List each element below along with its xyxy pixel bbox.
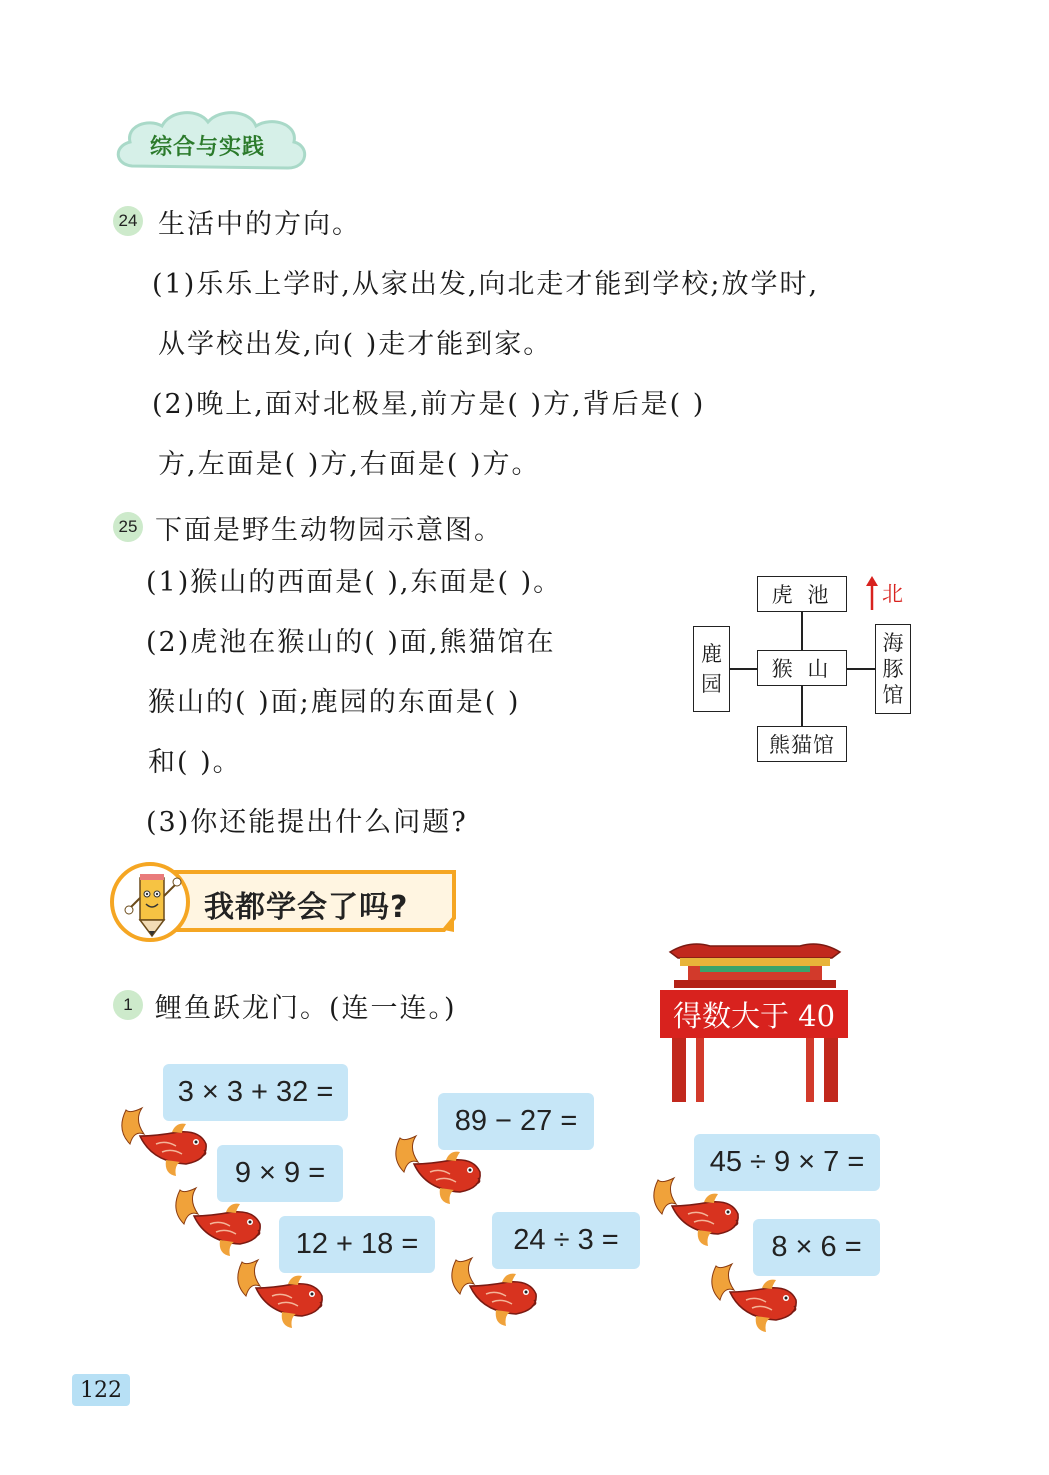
carp-fish-icon [446,1250,541,1330]
carp-fish-icon [170,1180,265,1260]
pencil-mascot-icon [122,868,182,940]
q25-part2-line2: 猴山的( )面;鹿园的东面是( ) [148,687,521,718]
review-question-number-1: 1 [113,990,143,1020]
expression-card[interactable]: 89 − 27 = [438,1093,594,1150]
map-dolphin-char3: 馆 [882,683,904,707]
q25-part3: (3)你还能提出什么问题? [146,807,468,838]
map-deer-park-char1: 鹿 [701,642,722,666]
carp-fish-icon [116,1100,211,1180]
review-title: 我都学会了吗? [204,890,409,925]
map-dolphin-char2: 豚 [882,657,904,681]
q24-part2-line1: (2)晚上,面对北极星,前方是( )方,背后是( ) [152,389,706,420]
map-dolphin-house [875,624,911,714]
q24-part2-line2: 方,左面是( )方,右面是( )方。 [158,449,541,480]
gate-sign: 得数大于 40 [660,990,848,1038]
carp-fish-icon [232,1252,327,1332]
expression-card[interactable]: 12 + 18 = [279,1216,435,1273]
section-badge [112,104,312,184]
carp-fish-icon [648,1170,743,1250]
question-number-25: 25 [113,512,143,542]
expression-card[interactable]: 8 × 6 = [753,1219,880,1276]
map-panda-house: 熊猫馆 [757,726,847,762]
carp-fish-icon [706,1256,801,1336]
expression-card[interactable]: 24 ÷ 3 = [492,1212,640,1269]
expression-card[interactable]: 3 × 3 + 32 = [163,1064,348,1121]
north-arrow-icon [864,576,880,612]
question-number-24: 24 [113,206,143,236]
north-label: 北 [882,582,903,606]
q25-part2-line1: (2)虎池在猴山的( )面,熊猫馆在 [146,627,556,658]
map-deer-park-char2: 园 [701,672,722,696]
expression-card[interactable]: 45 ÷ 9 × 7 = [694,1134,880,1191]
map-deer-park [693,626,730,712]
map-dolphin-char1: 海 [882,631,904,655]
q25-title: 下面是野生动物园示意图。 [155,515,503,546]
section-title: 综合与实践 [150,135,266,160]
r1-title: 鲤鱼跃龙门。(连一连。) [155,993,457,1024]
q24-part1-line1: (1)乐乐上学时,从家出发,向北走才能到学校;放学时, [152,269,820,300]
map-tiger-pool: 虎 池 [757,576,847,612]
review-banner [108,860,458,946]
q25-part2-line3: 和( )。 [148,747,242,778]
map-monkey-hill: 猴 山 [757,650,847,686]
q24-title: 生活中的方向。 [158,209,361,240]
zoo-map [690,570,920,770]
expression-card[interactable]: 9 × 9 = [217,1145,343,1202]
carp-fish-icon [390,1128,485,1208]
page-number: 122 [72,1374,130,1406]
q24-part1-line2: 从学校出发,向( )走才能到家。 [158,329,553,360]
q25-part1: (1)猴山的西面是( ),东面是( )。 [146,567,563,598]
